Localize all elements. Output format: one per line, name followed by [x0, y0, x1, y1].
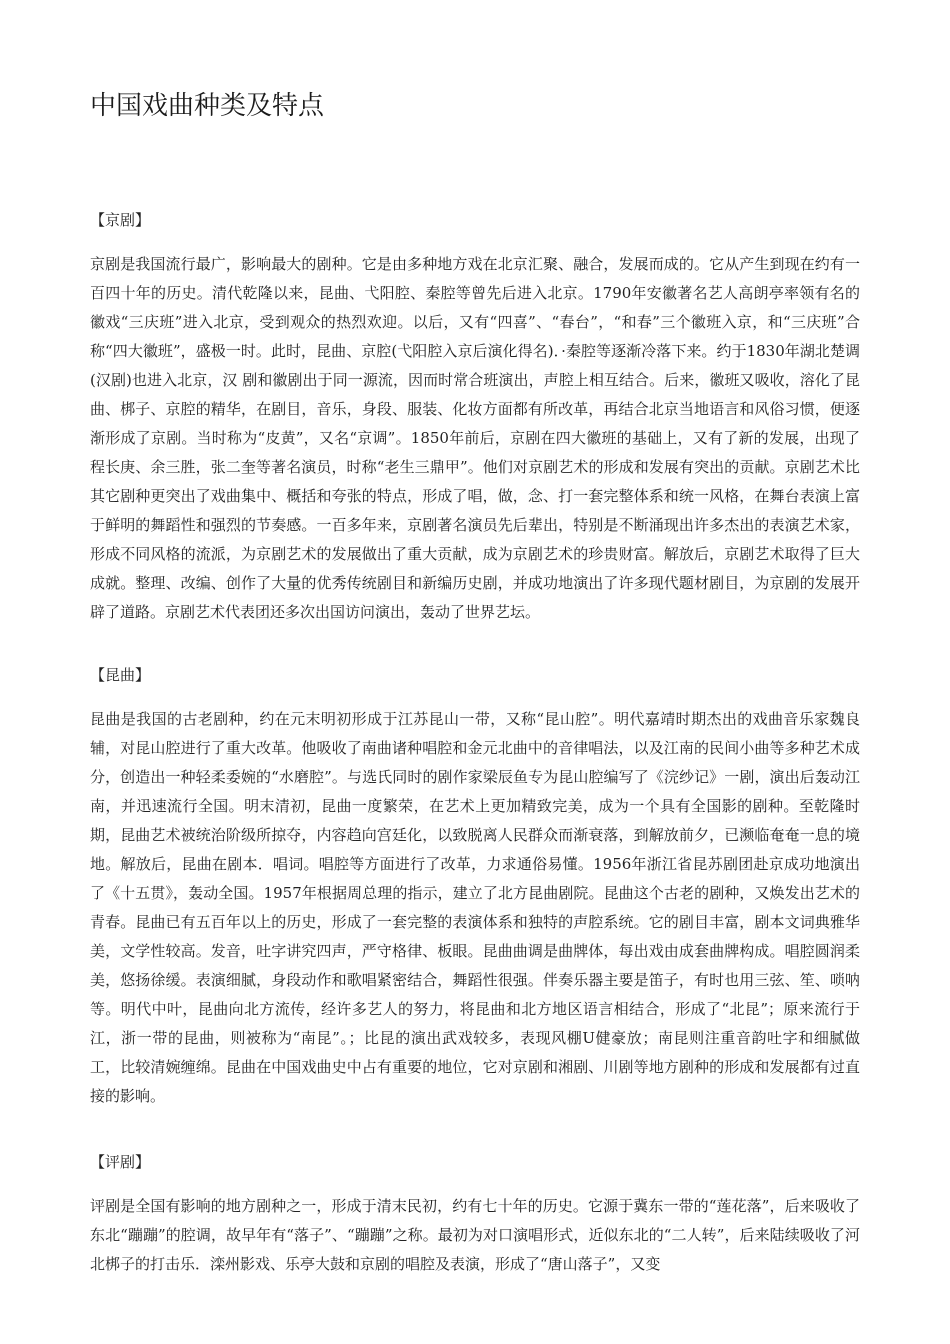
section-peking-opera — [90, 208, 860, 627]
section-heading: 【京剧】 — [90, 211, 151, 229]
section-heading: 【评剧】 — [90, 1153, 151, 1171]
section-paragraph: 京剧是我国流行最广，影响最大的剧种。它是由多种地方戏在北京汇聚、融合，发展而成的。它从产生到现在约有一百四十年的历史。清代乾隆以来，昆曲、弋阳腔、秦腔等曾先后进入北京。1790年安徽著名艺人高朗亭率领有名的徽戏“三庆班”进入北京，受到观众的热烈欢迎。以后，又有“四喜”、“春台”，“和春”三个徽班入京，和“三庆班”合称“四大徽班”，盛极一时。此时，昆曲、京腔(弋阳腔入京后演化得名)．·秦腔等逐渐冷落下来。约于1830年湖北楚调(汉剧)也进入北京，汉 剧和徽剧出于同一源流，因而时常合班演出，声腔上相互结合。后来，徽班又吸收，溶化了昆曲、梆子、京腔的精华，在剧目，音乐，身段、服装、化妆方面都有所改革，再结合北京当地语言和风俗习惯，便逐渐形成了京剧。当时称为“皮黄”，又名“京调”。1850年前后，京剧在四大徽班的基础上，又有了新的发展，出现了程长庚、余三胜，张二奎等著名演员，时称“老生三鼎甲”。他们对京剧艺术的形成和发展有突出的贡献。京剧艺术比其它剧种更突出了戏曲集中、概括和夸张的特点，形成了唱，做，念、打一套完整体系和统一风格，在舞台表演上富于鲜明的舞蹈性和强烈的节奏感。一百多年来，京剧著名演员先后辈出，特别是不断涌现出许多杰出的表演艺术家，形成不同风格的流派，为京剧艺术的发展做出了重大贡献，成为京剧艺术的珍贵财富。解放后，京剧艺术取得了巨大成就。整理、改编、创作了大量的优秀传统剧目和新编历史剧，并成功地演出了许多现代题材剧目，为京剧的发展开辟了道路。京剧艺术代表团还多次出国访问演出，轰动了世界艺坛。 — [90, 255, 860, 621]
section-heading: 【昆曲】 — [90, 666, 151, 684]
page-title: 中国戏曲种类及特点 — [90, 91, 325, 121]
section-paragraph: 昆曲是我国的古老剧种，约在元末明初形成于江苏昆山一带，又称“昆山腔”。明代嘉靖时期杰出的戏曲音乐家魏良辅，对昆山腔进行了重大改革。他吸收了南曲诸种唱腔和金元北曲中的音律唱法，以及江南的民间小曲等多种艺术成分，创造出一种轻柔委婉的“水磨腔”。与选氏同时的剧作家梁辰鱼专为昆山腔编写了《浣纱记》一剧，演出后轰动江南，并迅速流行全国。明末清初，昆曲一度繁荣，在艺术上更加精致完美，成为一个具有全国影的剧种。至乾隆时期，昆曲艺术被统治阶级所掠夺，内容趋向宫廷化，以致脱离人民群众而渐衰落，到解放前夕，已濒临奄奄一息的境地。解放后，昆曲在剧本．唱词。唱腔等方面进行了改革，力求通俗易懂。1956年浙江省昆苏剧团赴京成功地演出了《十五贯》，轰动全国。1957年根据周总理的指示，建立了北方昆曲剧院。昆曲这个古老的剧种，又焕发出艺术的青春。昆曲已有五百年以上的历史，形成了一套完整的表演体系和独特的声腔系统。它的剧目丰富，剧本文词典雅华美，文学性较高。发音，吐字讲究四声，严守格律、板眼。昆曲曲调是曲牌体，每出戏由成套曲牌构成。唱腔圆润柔美，悠扬徐缓。表演细腻，身段动作和歌唱紧密结合，舞蹈性很强。伴奏乐器主要是笛子，有时也用三弦、笙、唢呐等。明代中叶，昆曲向北方流传，经许多艺人的努力，将昆曲和北方地区语言相结合，形成了“北昆”；原来流行于江，浙一带的昆曲，则被称为“南昆”。；比昆的演出武戏较多，表现风棚U健豪放；南昆则注重音韵吐字和细腻做工，比较清婉缠绵。昆曲在中国戏曲史中占有重要的地位，它对京剧和湘剧、川剧等地方剧种的形成和发展都有过直接的影响。 — [90, 710, 860, 1105]
section-pingju — [90, 1150, 860, 1279]
section-paragraph: 评剧是全国有影响的地方剧种之一，形成于清末民初，约有七十年的历史。它源于冀东一带的“莲花落”，后来吸收了东北“蹦蹦”的腔调，故早年有“落子”、“蹦蹦”之称。最初为对口演唱形式，近似东北的“二人转”，后来陆续吸收了河北梆子的打击乐．滦州影戏、乐亭大鼓和京剧的唱腔及表演，形成了“唐山落子”，又变 — [90, 1197, 860, 1273]
section-kunqu — [90, 663, 860, 1111]
